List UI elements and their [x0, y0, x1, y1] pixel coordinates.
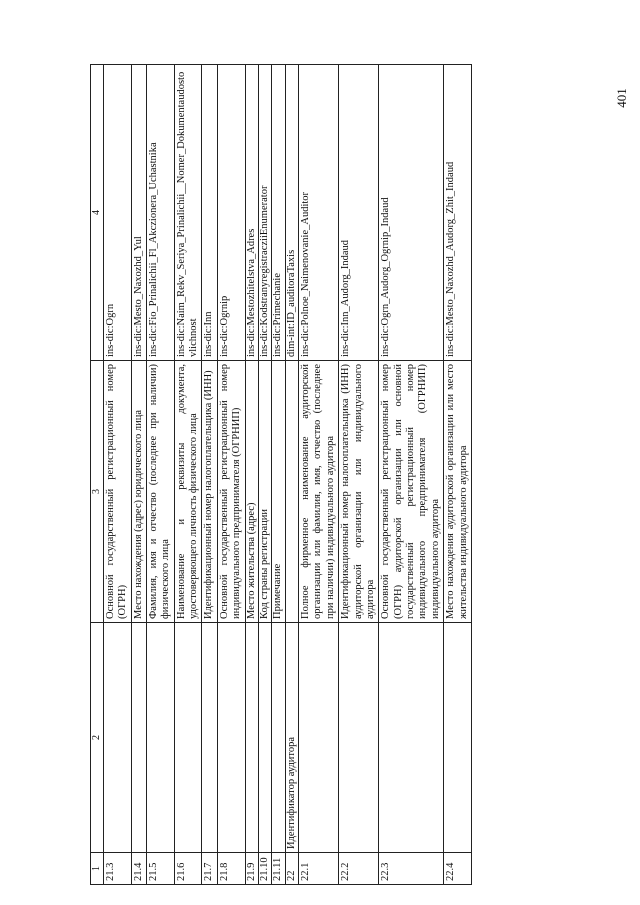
row-identifier: ins-dic:Naim_Rekv_Seriya_Prinalichii__Nomer_Dokumentaudostovlichnost [174, 65, 202, 361]
table-row [285, 65, 298, 885]
row-number: 22 [285, 853, 298, 885]
row-description: Фамилия, имя и отчество (последнее при наличии) физического лица [146, 361, 174, 623]
column-header: 3 [91, 361, 104, 623]
row-identifier: ins-dic:Ogrn_Audorg_Ogrnip_Indaud [379, 65, 444, 361]
row-section [103, 623, 131, 853]
row-number: 21.11 [272, 853, 285, 885]
row-number: 21.4 [131, 853, 146, 885]
document-table-container [90, 65, 610, 885]
row-section [146, 623, 174, 853]
row-description: Идентификационный номер налогоплательщика (ИНН) аудиторской организации или индивидуального аудитора [339, 361, 379, 623]
column-header: 4 [91, 65, 104, 361]
row-number: 21.6 [174, 853, 202, 885]
row-identifier: ins-dic:Mesto_Naxozhd_Audorg_Zhit_Indaud [444, 65, 472, 361]
row-number: 21.8 [217, 853, 245, 885]
row-description: Место жительства (адрес) [245, 361, 258, 623]
row-description: Примечание [272, 361, 285, 623]
row-identifier: ins-dic:Ogrnip [217, 65, 245, 361]
row-section [202, 623, 217, 853]
row-description: Идентификационный номер налогоплательщика (ИНН) [202, 361, 217, 623]
row-section [379, 623, 444, 853]
table-row [272, 65, 285, 885]
row-description: Код страны регистрации [258, 361, 271, 623]
table-header-row [91, 65, 104, 885]
table-row [245, 65, 258, 885]
row-number: 21.5 [146, 853, 174, 885]
row-identifier: ins-dic:Inn_Audorg_Indaud [339, 65, 379, 361]
row-identifier: ins-dic:Mestozhitelstva_Adres [245, 65, 258, 361]
row-identifier: ins-dic:Primechanie [272, 65, 285, 361]
row-identifier: ins-dic:Fio_Prinalichii_Fl_Akczionera_Uchastnika [146, 65, 174, 361]
row-identifier: dim-int:ID_auditoraTaxis [285, 65, 298, 361]
row-section [131, 623, 146, 853]
table-row [146, 65, 174, 885]
row-number: 22.3 [379, 853, 444, 885]
row-number: 22.1 [299, 853, 339, 885]
row-description: Основной государственный регистрационный номер (ОГРН) [103, 361, 131, 623]
row-description: Основной государственный регистрационный номер индивидуального предпринимателя (ОГРНИП) [217, 361, 245, 623]
table-row [258, 65, 271, 885]
row-identifier: ins-dic:Polnoe_Naimenovanie_Auditor [299, 65, 339, 361]
table-row [379, 65, 444, 885]
row-description: Место нахождения (адрес) юридического лица [131, 361, 146, 623]
row-number: 22.4 [444, 853, 472, 885]
row-description: Место нахождения аудиторской организации или место жительства индивидуального аудитора [444, 361, 472, 623]
row-identifier: ins-dic:Ogrn [103, 65, 131, 361]
row-number: 21.3 [103, 853, 131, 885]
row-identifier: ins-dic:Inn [202, 65, 217, 361]
table-row [339, 65, 379, 885]
data-table [90, 64, 472, 885]
row-section [258, 623, 271, 853]
table-row [103, 65, 131, 885]
table-row [217, 65, 245, 885]
row-section [299, 623, 339, 853]
row-section [245, 623, 258, 853]
row-number: 21.9 [245, 853, 258, 885]
row-number: 21.7 [202, 853, 217, 885]
row-section [339, 623, 379, 853]
row-description: Основной государственный регистрационный номер (ОГРН) аудиторской организации или основной государственный регистрационный номер индивидуального предпринимателя (ОГРНИП) индивидуального аудитора [379, 361, 444, 623]
row-section [174, 623, 202, 853]
row-description: Полное фирменное наименование аудиторской организации или фамилия, имя, отчество (последнее при наличии) индивидуального аудитора [299, 361, 339, 623]
table-row [444, 65, 472, 885]
table-row [131, 65, 146, 885]
row-number: 22.2 [339, 853, 379, 885]
row-description: Наименование и реквизиты документа, удостоверяющего личность физического лица [174, 361, 202, 623]
row-section [272, 623, 285, 853]
row-section [217, 623, 245, 853]
row-section [444, 623, 472, 853]
row-description [285, 361, 298, 623]
row-number: 21.10 [258, 853, 271, 885]
page-number: 401 [613, 88, 629, 108]
table-row [202, 65, 217, 885]
table-row [299, 65, 339, 885]
column-header: 2 [91, 623, 104, 853]
table-row [174, 65, 202, 885]
column-header: 1 [91, 853, 104, 885]
row-identifier: ins-dic:KodstranyregistracziiEnumerator [258, 65, 271, 361]
row-section: Идентификатор аудитора [285, 623, 298, 853]
row-identifier: ins-dic:Mesto_Naxozhd_Yul [131, 65, 146, 361]
